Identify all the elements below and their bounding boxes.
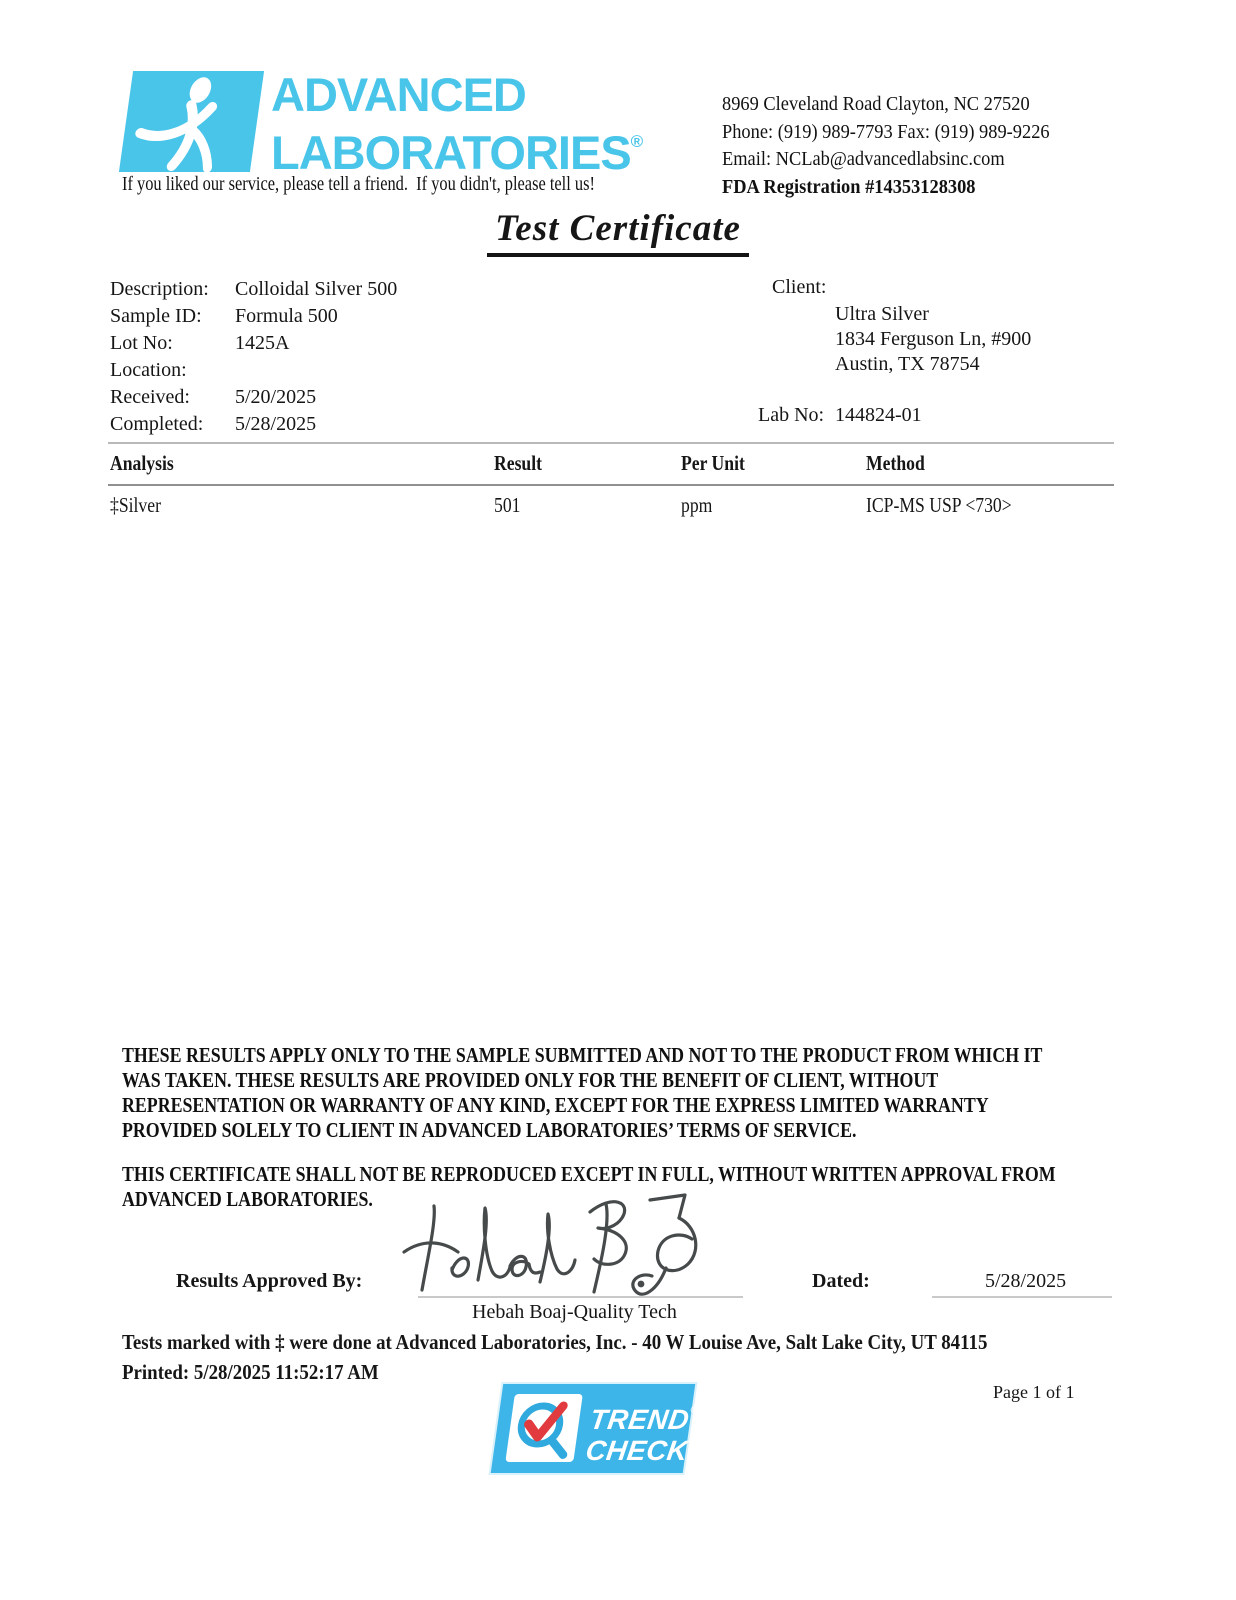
- service-tagline: If you liked our service, please tell a friend. If you didn't, please tell us!: [122, 173, 595, 195]
- col-header-result: Result: [494, 451, 543, 475]
- magnifier-check-icon: [505, 1394, 583, 1462]
- cell-per-unit: ppm: [681, 493, 713, 517]
- brand-line2: LABORATORIES®: [271, 126, 644, 179]
- running-figure-icon: [119, 71, 264, 172]
- lab-contact-block: [722, 91, 1050, 201]
- cell-result: 501: [494, 493, 521, 517]
- lab-no-label: Lab No:: [758, 404, 825, 426]
- printed-timestamp: Printed: 5/28/2025 11:52:17 AM: [122, 1360, 379, 1384]
- advanced-labs-logo-icon: [119, 71, 264, 172]
- tests-marked-note: Tests marked with ‡ were done at Advanced Laboratories, Inc. - 40 W Louise Ave, Salt Lake City, UT 84115: [122, 1330, 988, 1354]
- lab-email: Email: NCLab@advancedlabsinc.com: [722, 148, 1005, 170]
- results-approved-by-label: Results Approved By:: [176, 1270, 363, 1292]
- legal-disclaimer-paragraph: THESE RESULTS APPLY ONLY TO THE SAMPLE SUBMITTED AND NOT TO THE PRODUCT FROM WHICH IT WAS TAKEN. THESE RESULTS ARE PROVIDED ONLY FOR THE BENEFIT OF CLIENT, WITHOUT REPRESENTATION OR WARRANTY OF ANY KIND, EXCEPT FOR THE EXPRESS LIMITED WARRANTY PROVIDED SOLELY TO CLIENT IN ADVANCED LABORATORIES’ TERMS OF SERVICE.: [122, 1043, 1043, 1142]
- field-description: Description: Colloidal Silver 500: [110, 278, 398, 300]
- table-row: [108, 486, 1114, 518]
- trend-trademark-icon: ®: [689, 1405, 700, 1416]
- field-lot-no: Lot No: 1425A: [110, 332, 290, 354]
- col-header-per-unit: Per Unit: [681, 451, 745, 475]
- brand-wordmark: [271, 68, 644, 179]
- client-label: Client:: [772, 276, 827, 298]
- results-table: [108, 442, 1114, 518]
- field-received: Received: 5/20/2025: [110, 386, 317, 408]
- legal-reproduction-paragraph: THIS CERTIFICATE SHALL NOT BE REPRODUCED EXCEPT IN FULL, WITHOUT WRITTEN APPROVAL FROM ADVANCED LABORATORIES.: [122, 1162, 1056, 1211]
- field-sample-id: Sample ID: Formula 500: [110, 305, 338, 327]
- title-row: [0, 207, 1236, 257]
- results-table-header: [108, 444, 1114, 486]
- dated-value: 5/28/2025: [985, 1270, 1067, 1292]
- lab-address: 8969 Cleveland Road Clayton, NC 27520: [722, 93, 1030, 115]
- field-completed: Completed: 5/28/2025: [110, 413, 317, 435]
- cell-analysis: ‡Silver: [110, 493, 161, 517]
- client-address-line2: Austin, TX 78754: [835, 353, 980, 375]
- signature-line: [418, 1296, 743, 1298]
- field-location: Location:: [110, 359, 187, 381]
- client-name: Ultra Silver: [835, 303, 929, 325]
- client-address-line1: 1834 Ferguson Ln, #900: [835, 328, 1032, 350]
- col-header-method: Method: [866, 451, 925, 475]
- fda-registration: FDA Registration #14353128308: [722, 175, 976, 198]
- dated-label: Dated:: [812, 1270, 870, 1292]
- lab-phone-fax: Phone: (919) 989-7793 Fax: (919) 989-9226: [722, 120, 1050, 143]
- trend-check-wordmark: TREND® CHECK: [583, 1404, 700, 1466]
- cell-method: ICP-MS USP <730>: [866, 493, 1012, 517]
- sample-info-block: [110, 276, 397, 438]
- col-header-analysis: Analysis: [110, 451, 174, 475]
- trend-check-badge: [491, 1384, 700, 1473]
- page-title: Test Certificate: [487, 207, 749, 257]
- registered-trademark-icon: ®: [630, 132, 644, 151]
- brand-line1: ADVANCED: [271, 68, 526, 121]
- dated-line: [932, 1296, 1112, 1298]
- signer-name: Hebah Boaj-Quality Tech: [472, 1301, 677, 1323]
- page-number: Page 1 of 1: [993, 1382, 1075, 1402]
- lab-no-value: 144824-01: [835, 404, 922, 426]
